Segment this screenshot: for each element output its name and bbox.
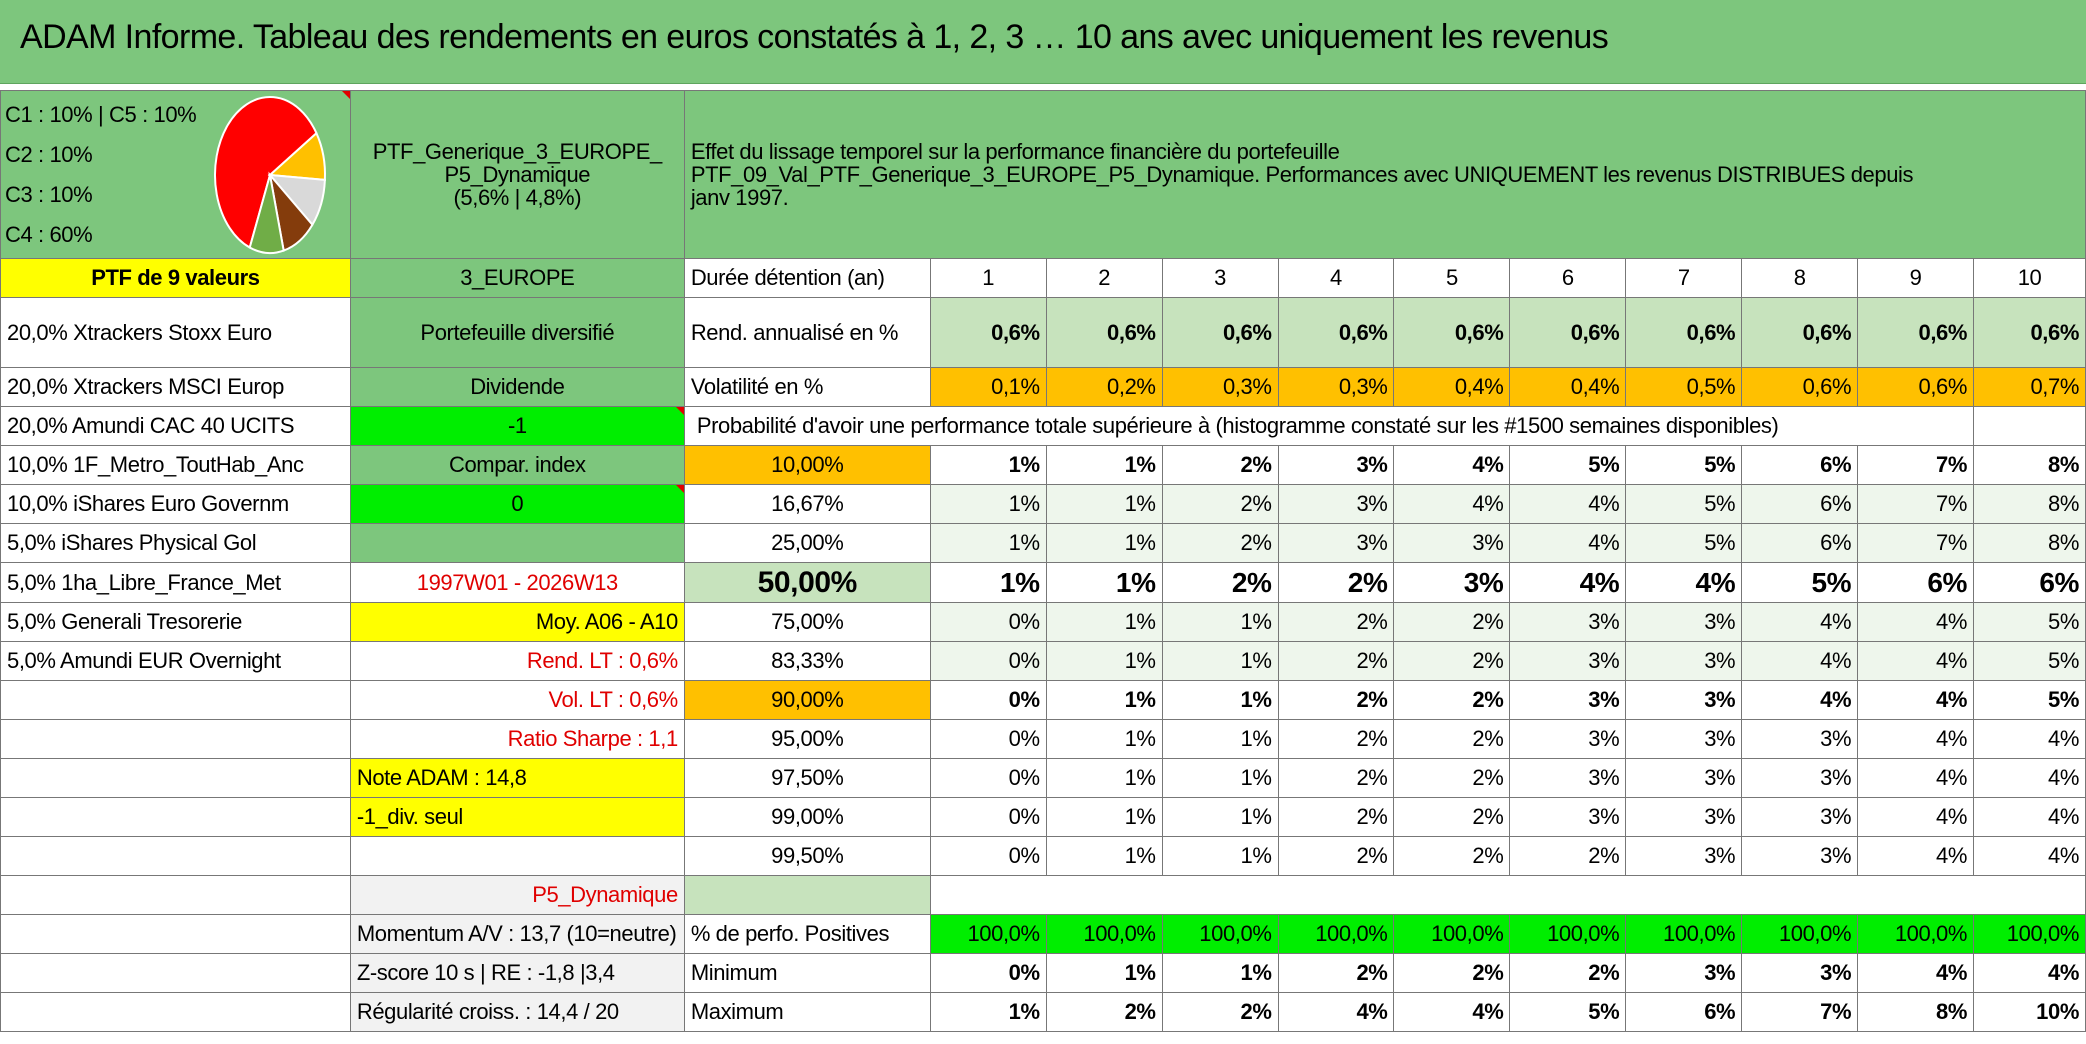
header-row: [1, 91, 2086, 259]
quantile-value: 5%: [1626, 524, 1742, 563]
volatility-value: 0,1%: [930, 368, 1046, 407]
quantile-row: [1, 446, 2086, 485]
volatility-value: 0,2%: [1046, 368, 1162, 407]
empty-cell: [350, 837, 684, 876]
year-header: 8: [1742, 259, 1858, 298]
quantile-value: 0%: [930, 603, 1046, 642]
description-line: Effet du lissage temporel sur la performance financière du portefeuille: [690, 138, 1340, 164]
year-header: 9: [1858, 259, 1974, 298]
quantile-value: 3%: [1626, 720, 1742, 759]
quantile-threshold: 97,50%: [684, 759, 930, 798]
quantile-value: 2%: [1278, 837, 1394, 876]
holding-item: 10,0% iShares Euro Governm: [1, 485, 351, 524]
quantile-value: 1%: [930, 524, 1046, 563]
quantile-value: 2%: [1394, 681, 1510, 720]
quantile-value: 4%: [1742, 681, 1858, 720]
quantile-value: 1%: [1162, 837, 1278, 876]
quantile-value: 6%: [1974, 563, 2086, 603]
quantile-value: 2%: [1162, 446, 1278, 485]
minimum-value: 2%: [1394, 954, 1510, 993]
compar-index-label: Compar. index: [350, 446, 684, 485]
performance-table: [0, 90, 2086, 1032]
holding-item: 5,0% Generali Tresorerie: [1, 603, 351, 642]
quantile-threshold: 50,00%: [684, 563, 930, 603]
quantile-value: 3%: [1742, 798, 1858, 837]
empty-cell: [1, 681, 351, 720]
title-bar: [0, 0, 2086, 84]
positive-perf-label: % de perfo. Positives: [684, 915, 930, 954]
dividend-value: -1: [350, 407, 684, 446]
quantile-threshold: 90,00%: [684, 681, 930, 720]
sharpe-ratio: Ratio Sharpe : 1,1: [350, 720, 684, 759]
quantile-value: 4%: [1858, 681, 1974, 720]
positive-perf-row: [1, 915, 2086, 954]
quantile-value: 1%: [1046, 485, 1162, 524]
quantile-value: 4%: [1858, 642, 1974, 681]
quantile-value: 4%: [1394, 485, 1510, 524]
quantile-value: 3%: [1394, 563, 1510, 603]
quantile-value: 3%: [1510, 642, 1626, 681]
holding-item: 5,0% Amundi EUR Overnight: [1, 642, 351, 681]
volatility-value: 0,6%: [1858, 368, 1974, 407]
year-header: 10: [1974, 259, 2086, 298]
empty-cell: [1, 720, 351, 759]
maximum-value: 4%: [1278, 993, 1394, 1032]
year-header: 3: [1162, 259, 1278, 298]
minimum-row: [1, 954, 2086, 993]
minimum-value: 3%: [1626, 954, 1742, 993]
quantile-value: 0%: [930, 642, 1046, 681]
dividend-only-flag: -1_div. seul: [350, 798, 684, 837]
empty-green-cell: [350, 524, 684, 563]
empty-cell: [930, 876, 2085, 915]
quantile-value: 4%: [1742, 642, 1858, 681]
quantile-value: 1%: [1162, 720, 1278, 759]
positive-perf-value: 100,0%: [1858, 915, 1974, 954]
volatility-value: 0,5%: [1626, 368, 1742, 407]
maximum-value: 7%: [1742, 993, 1858, 1032]
empty-cell: [1, 759, 351, 798]
average-period: Moy. A06 - A10: [350, 603, 684, 642]
quantile-value: 2%: [1278, 603, 1394, 642]
year-header: 5: [1394, 259, 1510, 298]
quantile-value: 5%: [1626, 485, 1742, 524]
holdings-header: PTF de 9 valeurs: [1, 259, 351, 298]
annual-return-label: Rend. annualisé en %: [684, 298, 930, 368]
annual-return-value: 0,6%: [1858, 298, 1974, 368]
quantile-value: 4%: [1974, 759, 2086, 798]
dividend-label: Dividende: [350, 368, 684, 407]
quantile-value: 6%: [1742, 485, 1858, 524]
quantile-value: 0%: [930, 681, 1046, 720]
year-header: 4: [1278, 259, 1394, 298]
volatility-value: 0,6%: [1742, 368, 1858, 407]
positive-perf-value: 100,0%: [1278, 915, 1394, 954]
minimum-label: Minimum: [684, 954, 930, 993]
quantile-value: 2%: [1278, 720, 1394, 759]
empty-cell: [1, 993, 351, 1032]
quantile-value: 5%: [1742, 563, 1858, 603]
quantile-value: 6%: [1742, 524, 1858, 563]
quantile-value: 1%: [1046, 524, 1162, 563]
quantile-row: [1, 837, 2086, 876]
quantile-value: 3%: [1626, 837, 1742, 876]
annual-return-value: 0,6%: [1046, 298, 1162, 368]
quantile-value: 1%: [1162, 759, 1278, 798]
quantile-value: 2%: [1394, 759, 1510, 798]
quantile-value: 4%: [1394, 446, 1510, 485]
quantile-row: [1, 798, 2086, 837]
quantile-value: 4%: [1858, 798, 1974, 837]
volatility-value: 0,3%: [1162, 368, 1278, 407]
holding-item: 5,0% 1ha_Libre_France_Met: [1, 563, 351, 603]
volatility-value: 0,4%: [1394, 368, 1510, 407]
quantile-value: 2%: [1394, 798, 1510, 837]
quantile-value: 4%: [1858, 720, 1974, 759]
years-row: [1, 259, 2086, 298]
quantile-row: [1, 603, 2086, 642]
quantile-value: 1%: [1046, 563, 1162, 603]
quantile-value: 2%: [1162, 563, 1278, 603]
annual-return-value: 0,6%: [1626, 298, 1742, 368]
quantile-value: 1%: [930, 446, 1046, 485]
empty-cell: [1, 837, 351, 876]
quantile-value: 1%: [1046, 798, 1162, 837]
quantile-value: 2%: [1394, 837, 1510, 876]
quantile-value: 0%: [930, 720, 1046, 759]
positive-perf-value: 100,0%: [1626, 915, 1742, 954]
positive-perf-value: 100,0%: [930, 915, 1046, 954]
portfolio-name-line: PTF_Generique_3_EUROPE_: [372, 138, 662, 164]
holding-item: 20,0% Xtrackers Stoxx Euro: [1, 298, 351, 368]
quantile-value: 2%: [1394, 642, 1510, 681]
quantile-value: 8%: [1974, 446, 2086, 485]
zscore-indicator: Z-score 10 s | RE : -1,8 |3,4: [350, 954, 684, 993]
period-range: 1997W01 - 2026W13: [350, 563, 684, 603]
quantile-row: [1, 524, 2086, 563]
maximum-value: 8%: [1858, 993, 1974, 1032]
maximum-label: Maximum: [684, 993, 930, 1032]
quantile-value: 3%: [1626, 759, 1742, 798]
quantile-value: 3%: [1510, 603, 1626, 642]
maximum-row: [1, 993, 2086, 1032]
long-term-volatility: Vol. LT : 0,6%: [350, 681, 684, 720]
annual-return-value: 0,6%: [1278, 298, 1394, 368]
annual-return-value: 0,6%: [1974, 298, 2086, 368]
quantile-value: 3%: [1626, 603, 1742, 642]
quantile-value: 3%: [1278, 524, 1394, 563]
holding-item: 10,0% 1F_Metro_ToutHab_Anc: [1, 446, 351, 485]
quantile-value: 4%: [1974, 720, 2086, 759]
allocation-legend-item: C4 : 60%: [5, 221, 93, 247]
profile-row: [1, 876, 2086, 915]
holding-item: 5,0% iShares Physical Gol: [1, 524, 351, 563]
quantile-value: 3%: [1510, 681, 1626, 720]
empty-green-cell: [684, 876, 930, 915]
positive-perf-value: 100,0%: [1510, 915, 1626, 954]
quantile-value: 2%: [1278, 798, 1394, 837]
quantile-row: [1, 720, 2086, 759]
minimum-value: 1%: [1046, 954, 1162, 993]
minimum-value: 3%: [1742, 954, 1858, 993]
year-header: 2: [1046, 259, 1162, 298]
quantile-value: 1%: [1162, 642, 1278, 681]
quantile-value: 3%: [1742, 720, 1858, 759]
minimum-value: 2%: [1278, 954, 1394, 993]
quantile-value: 1%: [1046, 720, 1162, 759]
quantile-value: 2%: [1394, 603, 1510, 642]
portfolio-zone: 3_EUROPE: [350, 259, 684, 298]
quantile-value: 0%: [930, 798, 1046, 837]
quantile-value: 1%: [1162, 603, 1278, 642]
quantile-value: 3%: [1510, 759, 1626, 798]
quantile-value: 4%: [1974, 798, 2086, 837]
quantile-value: 7%: [1858, 446, 1974, 485]
maximum-value: 6%: [1626, 993, 1742, 1032]
allocation-cell: [1, 91, 351, 259]
portfolio-type: Portefeuille diversifié: [350, 298, 684, 368]
quantile-value: 5%: [1974, 681, 2086, 720]
positive-perf-value: 100,0%: [1974, 915, 2086, 954]
volatility-label: Volatilité en %: [684, 368, 930, 407]
risk-profile: P5_Dynamique: [350, 876, 684, 915]
quantile-value: 1%: [930, 563, 1046, 603]
year-header: 7: [1626, 259, 1742, 298]
quantile-value: 3%: [1626, 681, 1742, 720]
volatility-value: 0,3%: [1278, 368, 1394, 407]
quantile-threshold: 99,00%: [684, 798, 930, 837]
quantile-value: 2%: [1278, 642, 1394, 681]
annual-return-value: 0,6%: [1742, 298, 1858, 368]
allocation-legend-item: C1 : 10% | C5 : 10%: [5, 101, 197, 127]
quantile-value: 4%: [1974, 837, 2086, 876]
volatility-value: 0,7%: [1974, 368, 2086, 407]
adam-score: Note ADAM : 14,8: [350, 759, 684, 798]
quantile-value: 4%: [1510, 524, 1626, 563]
quantile-value: 3%: [1742, 759, 1858, 798]
quantile-row: [1, 642, 2086, 681]
probability-title: Probabilité d'avoir une performance totale supérieure à (histogramme constaté sur les #1500 semaines disponibles): [684, 407, 1973, 446]
annual-return-value: 0,6%: [1394, 298, 1510, 368]
minimum-value: 2%: [1510, 954, 1626, 993]
quantile-value: 4%: [1626, 563, 1742, 603]
portfolio-name-line: P5_Dynamique: [444, 161, 591, 187]
allocation-legend-item: C3 : 10%: [5, 181, 93, 207]
holding-item: 20,0% Amundi CAC 40 UCITS: [1, 407, 351, 446]
quantile-value: 1%: [1162, 681, 1278, 720]
empty-cell: [1, 954, 351, 993]
maximum-value: 2%: [1046, 993, 1162, 1032]
volatility-row: [1, 368, 2086, 407]
maximum-value: 5%: [1510, 993, 1626, 1032]
quantile-value: 4%: [1858, 759, 1974, 798]
quantile-row: [1, 681, 2086, 720]
quantile-value: 1%: [930, 485, 1046, 524]
empty-cell: [1, 876, 351, 915]
page-title: ADAM Informe. Tableau des rendements en euros constatés à 1, 2, 3 … 10 ans avec uniquement les revenus: [20, 18, 1609, 56]
duration-label: Durée détention (an): [684, 259, 930, 298]
minimum-value: 4%: [1974, 954, 2086, 993]
maximum-value: 2%: [1162, 993, 1278, 1032]
quantile-threshold: 16,67%: [684, 485, 930, 524]
quantile-value: 5%: [1974, 642, 2086, 681]
description-line: PTF_09_Val_PTF_Generique_3_EUROPE_P5_Dynamique. Performances avec UNIQUEMENT les revenus DISTRIBUES depuis: [690, 161, 1914, 187]
quantile-value: 1%: [1046, 837, 1162, 876]
quantile-value: 4%: [1510, 485, 1626, 524]
quantile-value: 8%: [1974, 485, 2086, 524]
quantile-value: 2%: [1278, 759, 1394, 798]
maximum-value: 10%: [1974, 993, 2086, 1032]
description-cell: [684, 91, 2085, 259]
quantile-value: 1%: [1046, 446, 1162, 485]
compar-index-value: 0: [350, 485, 684, 524]
annual-return-value: 0,6%: [1162, 298, 1278, 368]
portfolio-return-pair: (5,6% | 4,8%): [453, 185, 582, 211]
positive-perf-value: 100,0%: [1394, 915, 1510, 954]
quantile-value: 2%: [1510, 837, 1626, 876]
quantile-value: 0%: [930, 837, 1046, 876]
quantile-value: 4%: [1858, 603, 1974, 642]
quantile-row: [1, 563, 2086, 603]
positive-perf-value: 100,0%: [1162, 915, 1278, 954]
quantile-value: 3%: [1626, 642, 1742, 681]
quantile-value: 3%: [1394, 524, 1510, 563]
quantile-value: 5%: [1510, 446, 1626, 485]
maximum-value: 4%: [1394, 993, 1510, 1032]
allocation-legend-item: C2 : 10%: [5, 141, 93, 167]
quantile-value: 7%: [1858, 524, 1974, 563]
quantile-threshold: 83,33%: [684, 642, 930, 681]
minimum-value: 1%: [1162, 954, 1278, 993]
quantile-threshold: 10,00%: [684, 446, 930, 485]
quantile-threshold: 95,00%: [684, 720, 930, 759]
quantile-value: 0%: [930, 759, 1046, 798]
quantile-threshold: 75,00%: [684, 603, 930, 642]
quantile-value: 3%: [1510, 798, 1626, 837]
quantile-value: 2%: [1394, 720, 1510, 759]
regularity-indicator: Régularité croiss. : 14,4 / 20: [350, 993, 684, 1032]
quantile-threshold: 99,50%: [684, 837, 930, 876]
quantile-value: 1%: [1162, 798, 1278, 837]
minimum-value: 4%: [1858, 954, 1974, 993]
quantile-value: 3%: [1742, 837, 1858, 876]
quantile-value: 4%: [1510, 563, 1626, 603]
annual-return-value: 0,6%: [930, 298, 1046, 368]
portfolio-name-cell: [350, 91, 684, 259]
quantile-value: 1%: [1046, 642, 1162, 681]
maximum-value: 1%: [930, 993, 1046, 1032]
quantile-value: 4%: [1858, 837, 1974, 876]
quantile-row: [1, 485, 2086, 524]
quantile-value: 1%: [1046, 681, 1162, 720]
positive-perf-value: 100,0%: [1046, 915, 1162, 954]
quantile-value: 6%: [1742, 446, 1858, 485]
volatility-value: 0,4%: [1510, 368, 1626, 407]
quantile-value: 2%: [1162, 524, 1278, 563]
quantile-value: 2%: [1278, 681, 1394, 720]
year-header: 1: [930, 259, 1046, 298]
quantile-value: 3%: [1278, 446, 1394, 485]
empty-cell: [1, 915, 351, 954]
quantile-value: 5%: [1974, 603, 2086, 642]
quantile-value: 1%: [1046, 603, 1162, 642]
quantile-threshold: 25,00%: [684, 524, 930, 563]
year-header: 6: [1510, 259, 1626, 298]
long-term-return: Rend. LT : 0,6%: [350, 642, 684, 681]
quantile-value: 1%: [1046, 759, 1162, 798]
quantile-value: 6%: [1858, 563, 1974, 603]
quantile-row: [1, 759, 2086, 798]
quantile-value: 3%: [1510, 720, 1626, 759]
quantile-value: 7%: [1858, 485, 1974, 524]
holding-item: 20,0% Xtrackers MSCI Europ: [1, 368, 351, 407]
positive-perf-value: 100,0%: [1742, 915, 1858, 954]
minimum-value: 0%: [930, 954, 1046, 993]
quantile-value: 3%: [1278, 485, 1394, 524]
quantile-value: 8%: [1974, 524, 2086, 563]
allocation-pie-chart: [210, 95, 330, 255]
empty-cell: [1974, 407, 2086, 446]
annual-return-value: 0,6%: [1510, 298, 1626, 368]
description-line: janv 1997.: [690, 185, 789, 211]
quantile-value: 2%: [1162, 485, 1278, 524]
quantile-value: 5%: [1626, 446, 1742, 485]
annual-return-row: [1, 298, 2086, 368]
empty-cell: [1, 798, 351, 837]
quantile-value: 2%: [1278, 563, 1394, 603]
quantile-value: 4%: [1742, 603, 1858, 642]
quantile-value: 3%: [1626, 798, 1742, 837]
momentum-indicator: Momentum A/V : 13,7 (10=neutre): [350, 915, 684, 954]
probability-title-row: [1, 407, 2086, 446]
